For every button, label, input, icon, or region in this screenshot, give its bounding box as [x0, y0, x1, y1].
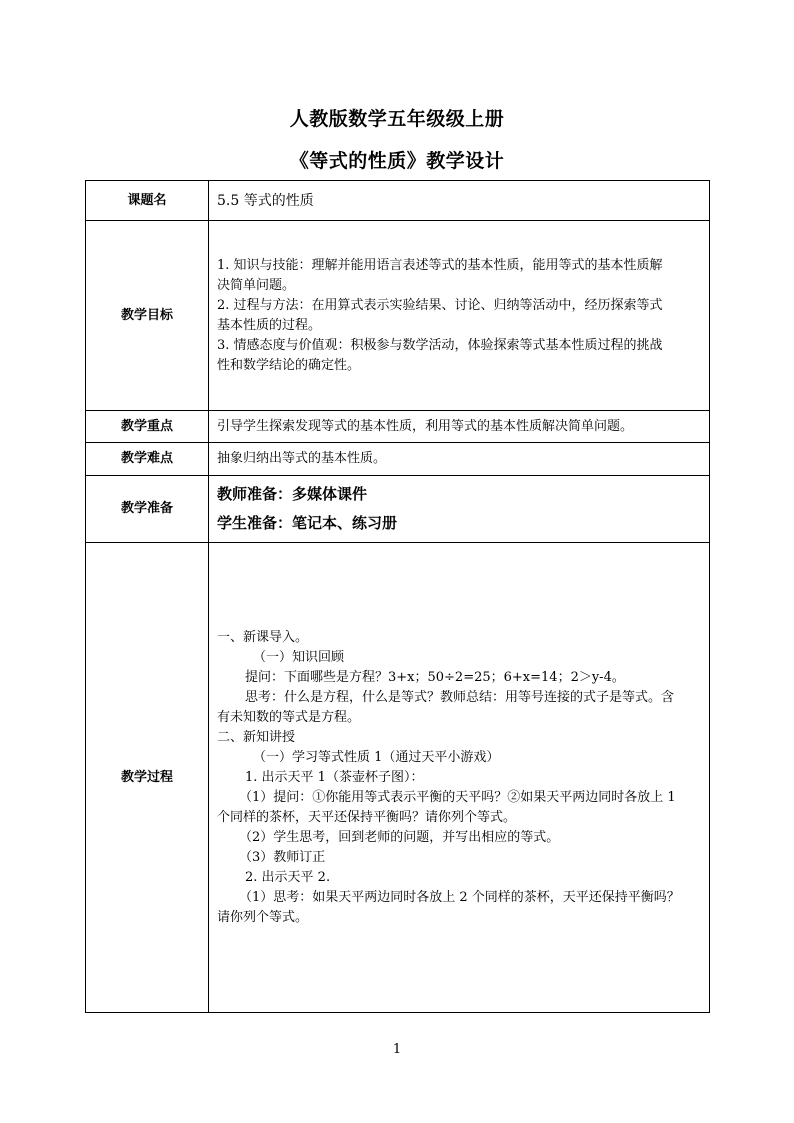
process-line: 2. 出示天平 2. — [245, 869, 331, 885]
student-preparation: 学生准备：笔记本、练习册 — [217, 514, 398, 532]
table-row-preparation — [86, 476, 710, 543]
teacher-preparation: 教师准备：多媒体课件 — [217, 485, 368, 503]
preparation-content — [209, 476, 710, 543]
difficulties-label: 教学难点 — [86, 443, 209, 476]
process-line: （2）学生思考，回到老师的问题，并写出相应的等式。 — [239, 829, 560, 845]
topic-value: 5.5 等式的性质 — [209, 181, 710, 221]
process-line: 有未知数的等式是方程。 — [217, 709, 361, 725]
process-line: （一）知识回顾 — [253, 649, 345, 665]
process-line: 提问：下面哪些是方程？3+x；50÷2=25；6+x=14；2＞y-4。 — [245, 669, 625, 685]
process-line: （1）提问：①你能用等式表示平衡的天平吗？②如果天平两边同时各放上 1 — [239, 789, 676, 805]
key-points-label: 教学重点 — [86, 411, 209, 443]
process-label: 教学过程 — [86, 543, 209, 1013]
process-line: 1. 出示天平 1（茶壶杯子图）： — [245, 769, 424, 785]
table-row-difficulties — [86, 443, 710, 476]
process-line: 个同样的茶杯，天平还保持平衡吗？请你列个等式。 — [217, 809, 517, 825]
difficulties-value: 抽象归纳出等式的基本性质。 — [209, 443, 710, 476]
table-row-process — [86, 543, 710, 1013]
page-number: 1 — [392, 1042, 402, 1057]
goals-content — [209, 221, 710, 411]
process-line: （3）教师订正 — [239, 849, 326, 865]
process-line: 一、新课导入。 — [217, 629, 309, 645]
process-content — [209, 543, 710, 1013]
goals-label: 教学目标 — [86, 221, 209, 411]
goal-line: 决简单问题。 — [217, 277, 296, 293]
goal-line: 2. 过程与方法：在用算式表示实验结果、讨论、归纳等活动中，经历探索等式 — [217, 297, 663, 313]
table-row-key-points — [86, 411, 710, 443]
table-row-goals — [86, 221, 710, 411]
document-subtitle: 《等式的性质》教学设计 — [289, 150, 505, 172]
lesson-plan-table — [85, 180, 710, 1013]
goal-line: 基本性质的过程。 — [217, 317, 322, 333]
process-line: （一）学习等式性质 1（通过天平小游戏） — [253, 749, 500, 765]
table-row-topic — [86, 181, 710, 221]
document-title: 人教版数学五年级级上册 — [289, 108, 505, 130]
goal-line: 性和数学结论的确定性。 — [217, 357, 361, 373]
process-line: 二、新知讲授 — [217, 729, 296, 745]
process-line: 思考：什么是方程，什么是等式？教师总结：用等号连接的式子是等式。含 — [245, 689, 675, 705]
preparation-label: 教学准备 — [86, 476, 209, 543]
goal-line: 1. 知识与技能：理解并能用语言表述等式的基本性质，能用等式的基本性质解 — [217, 257, 663, 273]
goal-line: 3. 情感态度与价值观：积极参与数学活动，体验探索等式基本性质过程的挑战 — [217, 337, 663, 353]
key-points-value: 引导学生探索发现等式的基本性质，利用等式的基本性质解决简单问题。 — [209, 411, 710, 443]
topic-label: 课题名 — [86, 181, 209, 221]
process-line: 请你列个等式。 — [217, 909, 309, 925]
process-line: （1）思考：如果天平两边同时各放上 2 个同样的茶杯，天平还保持平衡吗？ — [239, 889, 680, 905]
